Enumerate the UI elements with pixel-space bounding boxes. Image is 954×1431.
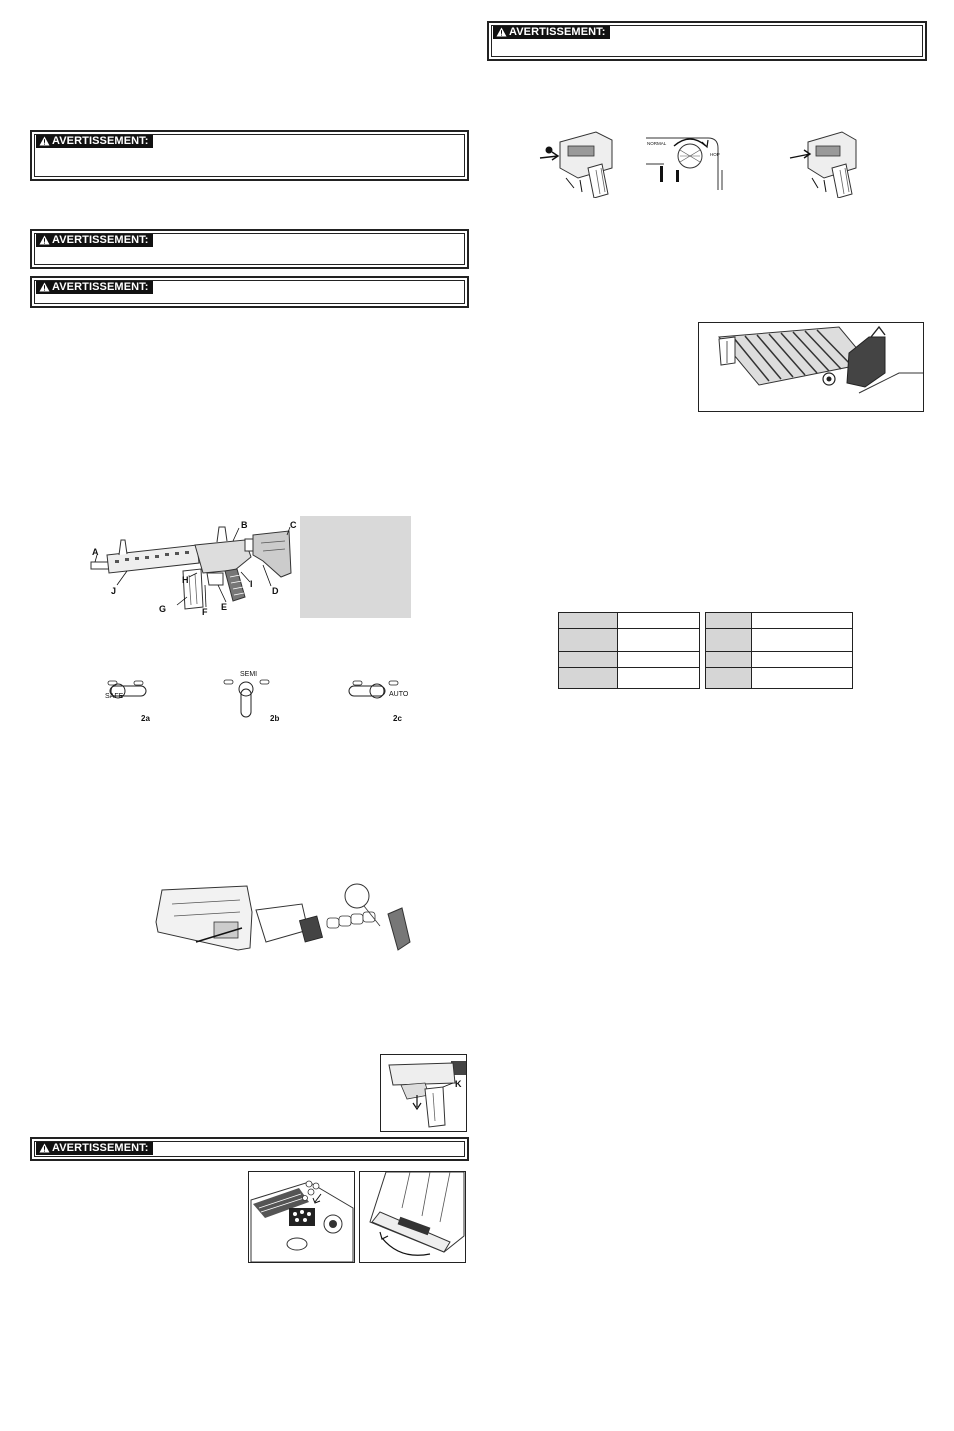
callout-h: H: [182, 575, 189, 585]
hopup-step1-drawing: [538, 128, 618, 198]
selector-label-auto: AUTO: [389, 691, 409, 698]
callout-e: E: [221, 602, 228, 612]
warning-box-5: [487, 21, 927, 61]
hopup-figure-1: [538, 128, 618, 198]
bb-loading-drawing: [249, 1172, 354, 1262]
figure-caption-2b: 2b: [270, 714, 280, 723]
table-row: [559, 613, 700, 629]
table-row: [706, 629, 853, 652]
warning-triangle-icon: [496, 27, 507, 37]
table-row: [559, 668, 700, 689]
warning-label-4: AVERTISSEMENT:: [36, 1142, 153, 1155]
hopup-dial-figure: [646, 130, 724, 190]
callout-j: J: [111, 586, 117, 596]
bb-loading-figure: [248, 1171, 355, 1263]
hopup-label-normal: NORMAL: [647, 141, 667, 146]
hopup-step3-drawing: [786, 128, 860, 198]
table-row: [706, 668, 853, 689]
magazine-winding-drawing: [360, 1172, 465, 1262]
callout-f: F: [202, 607, 208, 617]
callout-i: I: [250, 579, 253, 589]
callout-b: B: [241, 520, 248, 530]
hopup-label-hop: HOP: [710, 152, 720, 157]
magazine-insertion-figure: [380, 1054, 467, 1132]
callout-a: A: [92, 547, 99, 557]
warning-box-2: [30, 229, 469, 269]
callout-g: G: [159, 604, 167, 614]
table-row: [706, 613, 853, 629]
warning-triangle-icon: [39, 235, 50, 245]
warning-label-2: AVERTISSEMENT:: [36, 234, 153, 247]
figure-caption-2a: 2a: [141, 714, 150, 723]
magazine-winding-figure: [359, 1171, 466, 1263]
rail-sight-drawing: [699, 323, 923, 411]
rifle-diagram: [85, 515, 300, 615]
selector-label-semi: SEMI: [240, 671, 258, 678]
table-row: [559, 652, 700, 668]
warning-box-4: [30, 1137, 469, 1161]
table-row: [706, 652, 853, 668]
hopup-dial-drawing: [646, 130, 724, 190]
callout-c: C: [290, 520, 297, 530]
warning-triangle-icon: [39, 136, 50, 146]
warning-triangle-icon: [39, 282, 50, 292]
callout-d: D: [272, 586, 279, 596]
table-row: [559, 629, 700, 652]
warning-box-1: [30, 130, 469, 181]
stock-battery-drawing: [152, 882, 412, 958]
warning-triangle-icon: [39, 1143, 50, 1153]
grey-info-panel: [300, 516, 411, 618]
warning-label-3: AVERTISSEMENT:: [36, 281, 153, 294]
selector-switch-safe: [100, 680, 160, 722]
figure-caption-2c: 2c: [393, 714, 402, 723]
warning-box-3: [30, 276, 469, 308]
callout-k: K: [455, 1079, 462, 1089]
stock-battery-illustration: [152, 882, 412, 958]
spec-table-left: [558, 612, 700, 689]
selector-label-safe: SAFE: [105, 693, 124, 700]
magazine-insertion-drawing: [381, 1055, 466, 1131]
rail-sight-figure: [698, 322, 924, 412]
warning-label-1: AVERTISSEMENT:: [36, 135, 153, 148]
warning-label-5: AVERTISSEMENT:: [493, 26, 610, 39]
spec-table-right: [705, 612, 853, 689]
hopup-figure-3: [786, 128, 860, 198]
rifle-illustration: [85, 515, 300, 615]
